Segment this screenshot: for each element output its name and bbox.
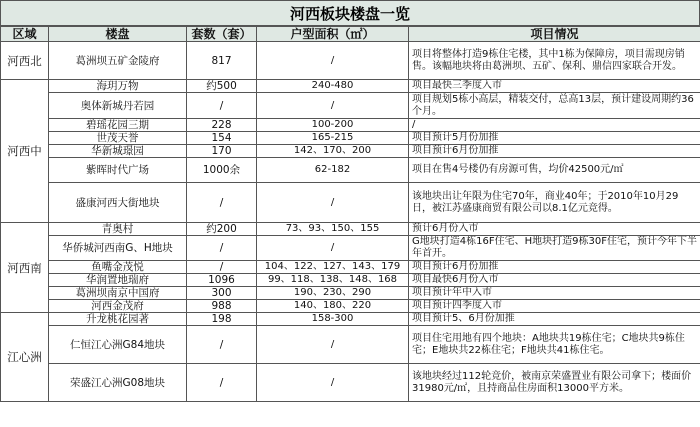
- table-row: [1, 261, 700, 274]
- units-cell: 170: [187, 145, 257, 158]
- housing-table: [0, 26, 700, 402]
- info-cell: 项目预计5月份加推: [409, 132, 700, 145]
- project-cell: 荣盛江心洲G08地块: [49, 364, 187, 402]
- area-cell: 99、118、138、148、168: [257, 274, 409, 287]
- table-row: [1, 158, 700, 183]
- table-row: [1, 300, 700, 313]
- table-row: [1, 313, 700, 326]
- info-cell: 项目将整体打造9栋住宅楼，其中1栋为保障房，项目需现房销售。该幅地块将由葛洲坝、五矿、保利、鼎信四家联合开发。: [409, 42, 700, 80]
- table-row: [1, 80, 700, 93]
- project-cell: 华润置地瑞府: [49, 274, 187, 287]
- units-cell: 1096: [187, 274, 257, 287]
- district-cell: 河西北: [1, 42, 49, 80]
- info-cell: 项目预计四季度入市: [409, 300, 700, 313]
- units-cell: 154: [187, 132, 257, 145]
- project-cell: 海玥万物: [49, 80, 187, 93]
- area-cell: /: [257, 93, 409, 119]
- info-cell: /: [409, 119, 700, 132]
- header-district: 区域: [1, 27, 49, 42]
- units-cell: /: [187, 183, 257, 223]
- units-cell: 228: [187, 119, 257, 132]
- table-row: [1, 274, 700, 287]
- area-cell: 142、170、200: [257, 145, 409, 158]
- table-row: [1, 287, 700, 300]
- units-cell: /: [187, 236, 257, 261]
- info-cell: 项目最快三季度入市: [409, 80, 700, 93]
- units-cell: /: [187, 93, 257, 119]
- table-row: [1, 93, 700, 119]
- info-cell: 项目预计6月份加推: [409, 261, 700, 274]
- info-cell: 项目预计5、6月份加推: [409, 313, 700, 326]
- table-row: [1, 145, 700, 158]
- project-cell: 盛康河西大街地块: [49, 183, 187, 223]
- area-cell: /: [257, 236, 409, 261]
- header-info: 项目情况: [409, 27, 700, 42]
- table-row: [1, 236, 700, 261]
- area-cell: 165-215: [257, 132, 409, 145]
- project-cell: 葛洲坝五矿金陵府: [49, 42, 187, 80]
- header-area: 户型面积（㎡）: [257, 27, 409, 42]
- table-row: [1, 183, 700, 223]
- area-cell: 140、180、220: [257, 300, 409, 313]
- area-cell: 104、122、127、143、179: [257, 261, 409, 274]
- project-cell: 鱼嘴金茂悦: [49, 261, 187, 274]
- project-cell: 紫晖时代广场: [49, 158, 187, 183]
- table-row: [1, 223, 700, 236]
- info-cell: 项目预计6月份加推: [409, 145, 700, 158]
- project-cell: 河西金茂府: [49, 300, 187, 313]
- area-cell: /: [257, 42, 409, 80]
- area-cell: /: [257, 364, 409, 402]
- table-row: [1, 132, 700, 145]
- table-row: [1, 364, 700, 402]
- project-cell: 奥体新城丹若园: [49, 93, 187, 119]
- info-cell: 项目住宅用地有四个地块：A地块共19栋住宅；C地块共9栋住宅；E地块共22栋住宅；F地块共41栋住宅。: [409, 326, 700, 364]
- units-cell: /: [187, 326, 257, 364]
- project-cell: 葛洲坝南京中国府: [49, 287, 187, 300]
- units-cell: 300: [187, 287, 257, 300]
- info-cell: G地块打造4栋16F住宅、H地块打造9栋30F住宅，预计今年下半年首开。: [409, 236, 700, 261]
- area-cell: 240-480: [257, 80, 409, 93]
- project-cell: 碧瑶花园三期: [49, 119, 187, 132]
- district-cell: 河西中: [1, 80, 49, 223]
- table-title: 河西板块楼盘一览: [0, 0, 700, 26]
- area-cell: 100-200: [257, 119, 409, 132]
- table-row: [1, 326, 700, 364]
- area-cell: 158-300: [257, 313, 409, 326]
- project-cell: 青奥村: [49, 223, 187, 236]
- district-cell: 江心洲: [1, 313, 49, 402]
- units-cell: 约200: [187, 223, 257, 236]
- info-cell: 该地块经过112轮竞价，被南京荣盛置业有限公司拿下；楼面价31980元/㎡，且持商品住房面积13000平方米。: [409, 364, 700, 402]
- project-cell: 世茂天誉: [49, 132, 187, 145]
- info-cell: 项目预计年中入市: [409, 287, 700, 300]
- header-row: [1, 27, 700, 42]
- info-cell: 预计6月份入市: [409, 223, 700, 236]
- info-cell: 项目规划5栋小高层，精装交付，总高13层，预计建设周期约36个月。: [409, 93, 700, 119]
- area-cell: 73、93、150、155: [257, 223, 409, 236]
- table-row: [1, 42, 700, 80]
- district-cell: 河西南: [1, 223, 49, 313]
- units-cell: 988: [187, 300, 257, 313]
- project-cell: 华新城璟园: [49, 145, 187, 158]
- project-cell: 升龙桃花园著: [49, 313, 187, 326]
- project-cell: 华侨城河西南G、H地块: [49, 236, 187, 261]
- units-cell: /: [187, 261, 257, 274]
- header-units: 套数（套）: [187, 27, 257, 42]
- area-cell: /: [257, 326, 409, 364]
- project-cell: 仁恒江心洲G84地块: [49, 326, 187, 364]
- table-row: [1, 119, 700, 132]
- info-cell: 项目最快6月份入市: [409, 274, 700, 287]
- units-cell: 198: [187, 313, 257, 326]
- table-body: [1, 42, 700, 402]
- units-cell: 约500: [187, 80, 257, 93]
- units-cell: /: [187, 364, 257, 402]
- header-project: 楼盘: [49, 27, 187, 42]
- info-cell: 项目在售4号楼仍有房源可售，均价42500元/㎡: [409, 158, 700, 183]
- area-cell: 190、230、290: [257, 287, 409, 300]
- area-cell: /: [257, 183, 409, 223]
- info-cell: 该地块出让年限为住宅70年，商业40年；于2010年10月29日，被江苏盛康商贸有限公司以8.1亿元竞得。: [409, 183, 700, 223]
- units-cell: 817: [187, 42, 257, 80]
- area-cell: 62-182: [257, 158, 409, 183]
- units-cell: 1000余: [187, 158, 257, 183]
